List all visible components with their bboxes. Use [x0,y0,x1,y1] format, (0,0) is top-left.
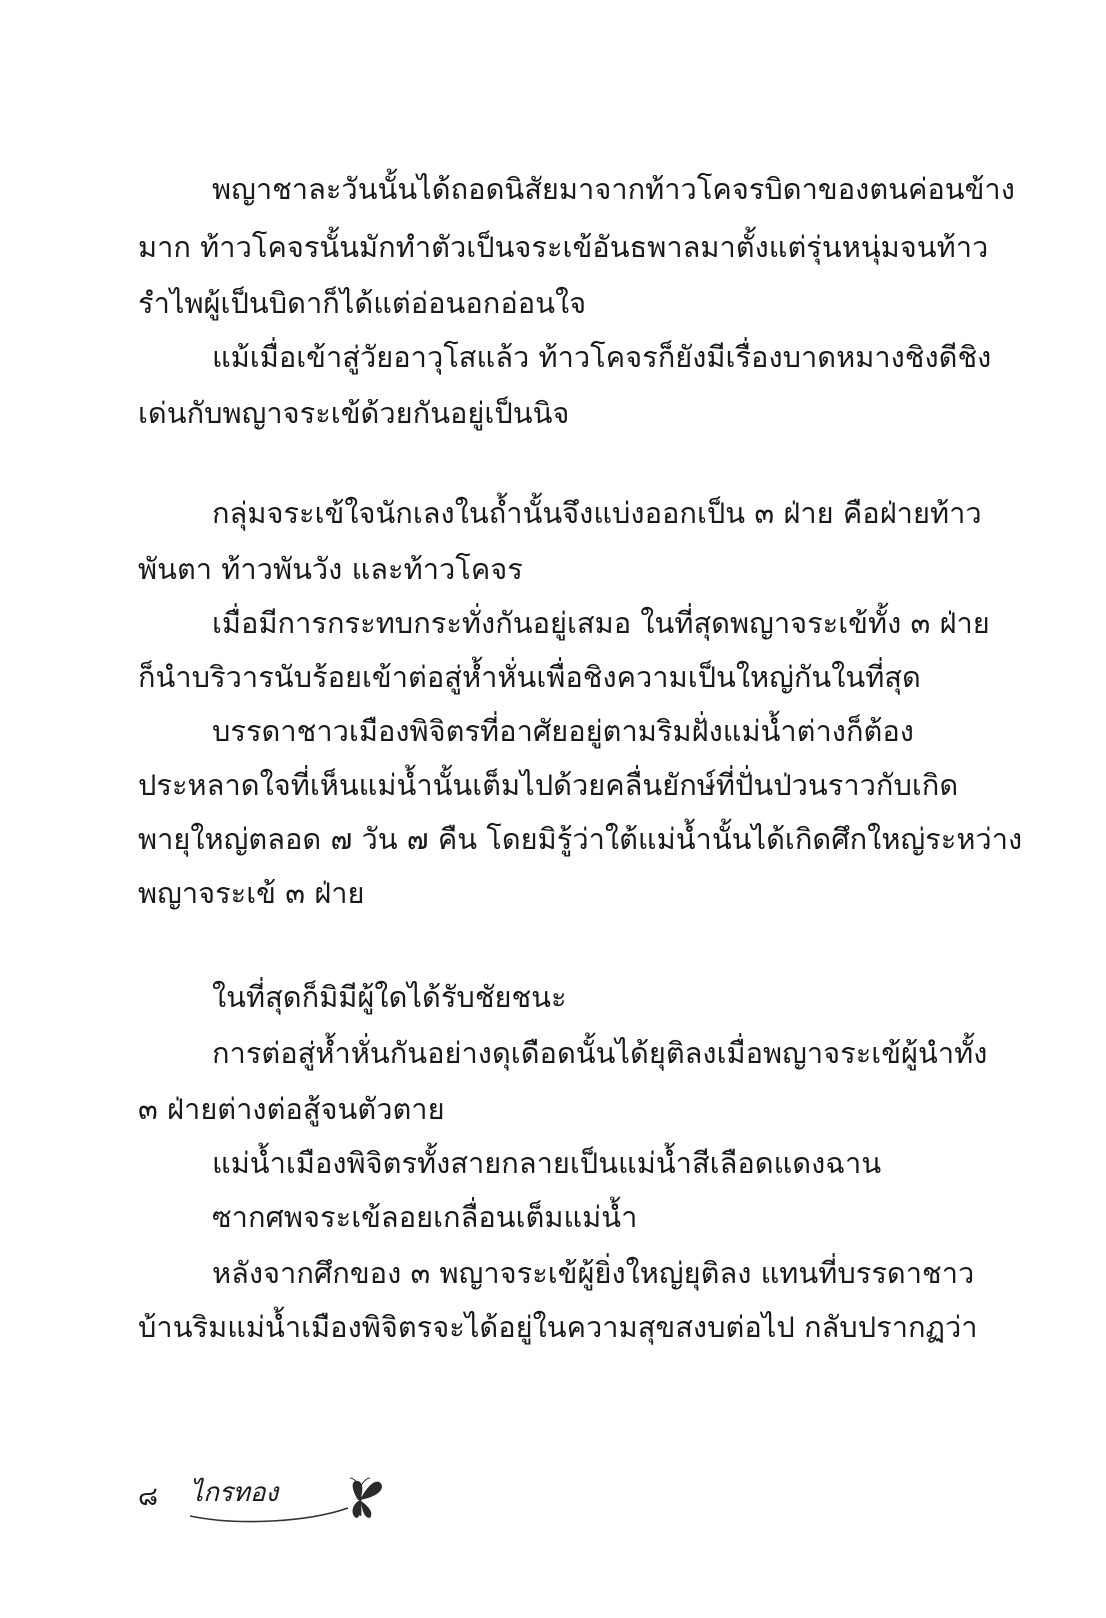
text-line: การต่อสู่ห้ำหั่นกันอย่างดุเดือดนั้นได้ยุติลงเมื่อพญาจระเข้ผู้นำทั้ง [212,1036,988,1070]
text-line: ในที่สุดก็มิมีผู้ใดได้รับชัยชนะ [212,980,567,1014]
text-line: ซากศพจระเข้ลอยเกลื่อนเต็มแม่น้ำ [212,1200,638,1234]
text-line: เด่นกับพญาจระเข้ด้วยกันอยู่เป็นนิจ [138,396,570,430]
text-line: เมื่อมีการกระทบกระทั่งกันอยู่เสมอ ในที่สุดพญาจระเข้ทั้ง ๓ ฝ่าย [212,606,990,640]
text-line: พายุใหญ่ตลอด ๗ วัน ๗ คืน โดยมิรู้ว่าใต้แม่น้ำนั้นได้เกิดศึกใหญ่ระหว่าง [138,822,1023,856]
text-line: บ้านริมแม่น้ำเมืองพิจิตรจะได้อยู่ในความสุขสงบต่อไป กลับปรากฏว่า [138,1310,978,1344]
book-title: ไกรทอง [190,1478,279,1508]
text-line: ประหลาดใจที่เห็นแม่น้ำนั้นเต็มไปด้วยคลื่นยักษ์ที่ปั่นป่วนราวกับเกิด [138,768,959,802]
page-footer [138,1468,498,1548]
text-line: พันตา ท้าวพันวัง และท้าวโคจร [138,552,523,586]
text-line: แม่น้ำเมืองพิจิตรทั้งสายกลายเป็นแม่น้ำสีเลือดแดงฉาน [212,1146,882,1180]
text-line: ๓ ฝ่ายต่างต่อสู้จนตัวตาย [138,1092,445,1126]
text-line: มาก ท้าวโคจรนั้นมักทำตัวเป็นจระเข้อันธพาลมาตั้งแต่รุ่นหนุ่มจนท้าว [138,230,989,264]
text-line: ก็นำบริวารนับร้อยเข้าต่อสู่ห้ำหั่นเพื่อชิงความเป็นใหญ่กันในที่สุด [138,660,921,694]
text-line: รำไพผู้เป็นบิดาก็ได้แต่อ่อนอกอ่อนใจ [138,286,587,320]
text-line: บรรดาชาวเมืองพิจิตรที่อาศัยอยู่ตามริมฝั่งแม่น้ำต่างก็ต้อง [212,714,914,748]
text-line: แม้เมื่อเข้าสู่วัยอาวุโสแล้ว ท้าวโคจรก็ยังมีเรื่องบาดหมางชิงดีชิง [212,340,992,374]
text-line: พญาจระเข้ ๓ ฝ่าย [138,876,365,910]
text-line: หลังจากศึกของ ๓ พญาจระเข้ผู้ยิ่งใหญ่ยุติลง แทนที่บรรดาชาว [212,1256,975,1290]
text-line: พญาชาละวันนั้นได้ถอดนิสัยมาจากท้าวโคจรบิดาของตนค่อนข้าง [212,172,1015,206]
text-line: กลุ่มจระเข้ใจนักเลงในถ้ำนั้นจึงแบ่งออกเป็น ๓ ฝ่าย คือฝ่ายท้าว [212,496,982,530]
page-number: ๘ [138,1482,159,1512]
